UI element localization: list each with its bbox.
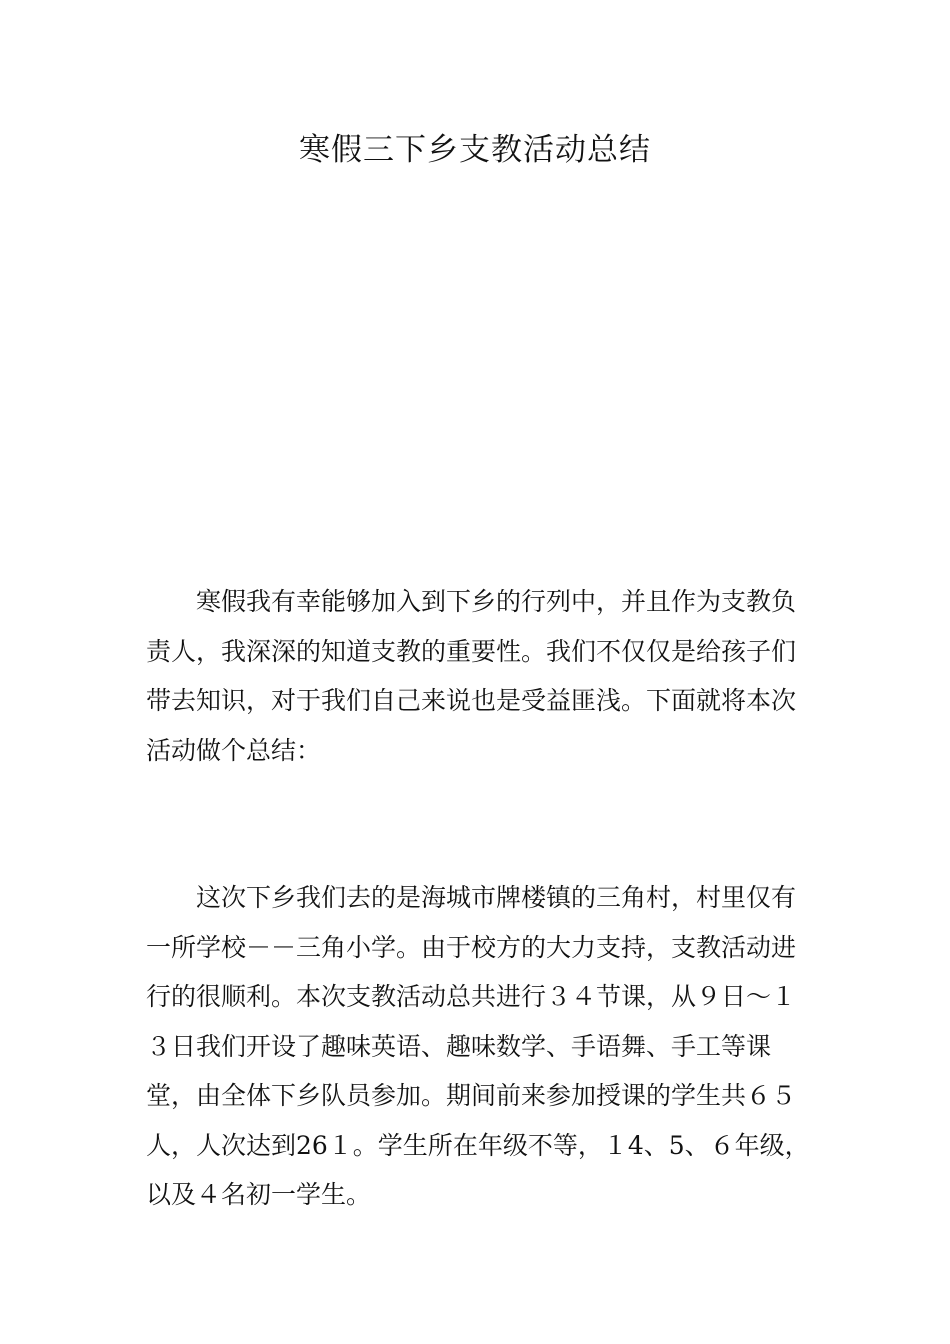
document-title: 寒假三下乡支教活动总结 bbox=[299, 132, 651, 168]
paragraph-activity-details: 这次下乡我们去的是海城市牌楼镇的三角村，村里仅有一所学校－－三角小学。由于校方的大力支持，支教活动进行的很顺利。本次支教活动总共进行３４节课，从９日～１３日我们开设了趣味英语、趣味数学、手语舞、手工等课堂，由全体下乡队员参加。期间前来参加授课的学生共６５人，人次达到26１。学生所在年级不等，１4、5、６年级，以及４名初一学生。 bbox=[146, 883, 810, 1209]
paragraph-intro: 寒假我有幸能够加入到下乡的行列中，并且作为支教负责人，我深深的知道支教的重要性。我们不仅仅是给孩子们带去知识，对于我们自己来说也是受益匪浅。下面就将本次活动做个总结： bbox=[146, 587, 797, 765]
